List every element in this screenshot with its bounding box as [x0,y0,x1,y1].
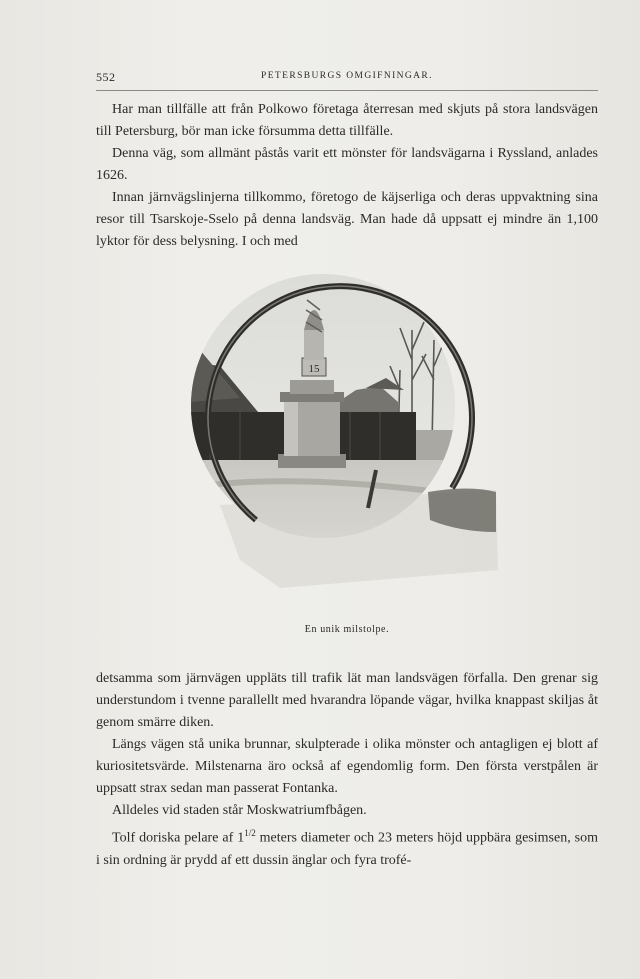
milestone-photo [180,270,500,600]
paragraph-text: meters diameter och 23 meters höjd uppbära gesimsen, som i sin ordning är prydd af ett dussin änglar och fyra trofé- [96,830,598,868]
header-rule [96,90,598,91]
milestone-number: 15 [308,363,320,375]
page-number: 552 [96,70,116,84]
milestone-illustration [180,270,500,600]
page-header [96,70,598,86]
running-title: PETERSBURGS OMGIFNINGAR. [261,71,433,81]
figure-caption: En unik milstolpe. [304,624,390,635]
paragraph: detsamma som järnvägen uppläts till trafik lät man landsvägen förfalla. Den grenar sig understundom i tvenne parallellt med hvarandra löpande vägar, hvilka knappast skiljas åt genom smärre diken. [96,671,598,730]
paragraph: Innan järnvägslinjerna tillkommo, företogo de käjserliga och deras uppvaktning sina resor till Tsarskoje-Sselo på denna landsväg. Man hade då uppsatt ej mindre än 1,100 lyktor för dess belysning. I och med [96,190,598,249]
paragraph-text: Tolf doriska pelare af 1 [112,830,245,846]
paragraph: Har man tillfälle att från Polkowo företaga återresan med skjuts på stora landsvägen till Petersburg, bör man icke försumma detta tillfälle. [96,102,598,139]
paragraph: Denna väg, som allmänt påstås varit ett mönster för landsvägarna i Ryssland, anlades 1626. [96,146,598,183]
body-text-bottom [96,668,598,872]
body-text-top [96,99,598,253]
paragraph [96,822,598,872]
paragraph: Längs vägen stå unika brunnar, skulpterade i olika mönster och antagligen ej blott af kuriositetsvärde. Milstenarna äro också af egendomlig form. Den första verstpålen är uppsatt strax sedan man passerat Fontanka. [96,737,598,796]
fraction: 1/2 [244,828,256,838]
paragraph: Alldeles vid staden står Moskwatriumfbågen. [112,803,367,818]
